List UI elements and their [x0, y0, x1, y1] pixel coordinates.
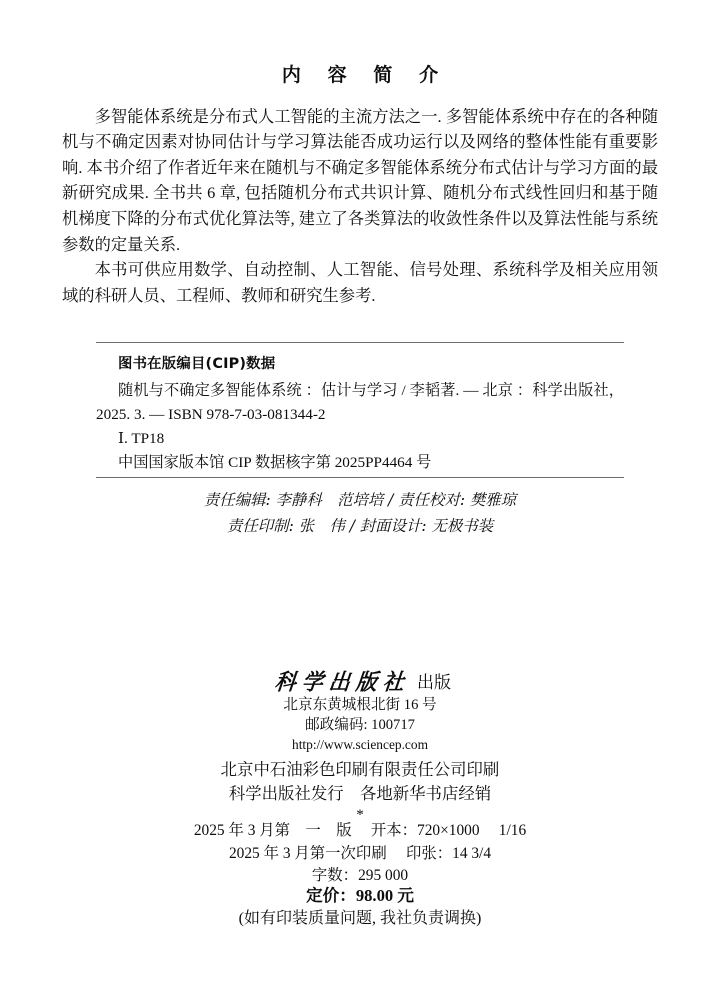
abstract-body [62, 104, 658, 309]
price-block [62, 884, 658, 930]
page-title: 内 容 简 介 [281, 65, 450, 86]
publisher-address: 北京东黄城根北街 16 号 [283, 697, 437, 713]
distribution-block [62, 758, 658, 824]
publisher-website[interactable]: http://www.sciencep.com [292, 737, 428, 753]
cip-divider-bottom [96, 477, 624, 478]
cip-data-block [96, 352, 624, 475]
credits-production-line: 责任印制: 张 伟 / 封面设计: 无极书装 [227, 517, 493, 535]
press-publish-label: 出版 [417, 673, 451, 692]
science-press-logo: 科学出版社 [273, 668, 412, 695]
printer-line: 北京中石油彩色印刷有限责任公司印刷 [220, 760, 500, 779]
cip-title-statement: 随机与不确定多智能体系统 ：估计与学习 / 李韬著. –– 北京 ：科学出版社，2025. 3. –– ISBN 978-7-03-081344-2 [96, 382, 624, 423]
printing-line: 2025 年 3 月第一次印刷 印张：14 3/4 [228, 844, 492, 862]
press-logo-row [62, 662, 658, 695]
asterisk-separator: * [356, 807, 364, 823]
price-line: 定价：98.00 元 [306, 886, 414, 905]
publisher-postcode: 邮政编码: 100717 [305, 716, 415, 733]
distributor-line: 科学出版社发行 各地新华书店经销 [228, 784, 492, 803]
publisher-imprint [62, 662, 658, 755]
abstract-paragraph-1: 多智能体系统是分布式人工智能的主流方法之一. 多智能体系统中存在的各种随机与不确定因素对协同估计与学习算法能否成功运行以及网络的整体性能有重要影响. 本书介绍了作者近年来在随机与不确定多智能体系统分布式估计与学习方面的最新研究成果. 全书共 6 章, 包括随机分布式共识计算、随机分布式线性回归和基于随机梯度下降的分布式优化算法等, 建立了各类算法的收敛性条件以及算法性能与系统参数的定量关系. [62, 106, 658, 254]
edition-line: 2025 年 3 月第 一 版 开本：720×1000 1/16 [193, 822, 527, 839]
staff-credits [62, 487, 658, 539]
wordcount-line: 字数：295 000 [311, 867, 409, 884]
cip-divider-top [96, 342, 624, 343]
abstract-section [62, 64, 658, 308]
cip-heading: 图书在版编目(CIP)数据 [118, 356, 276, 372]
cip-registry-number: 中国国家版本馆 CIP 数据核字第 2025PP4464 号 [118, 454, 432, 471]
cip-classification: Ⅰ. TP18 [118, 430, 165, 447]
quality-notice: (如有印装质量问题, 我社负责调换) [238, 910, 482, 927]
edition-specs-block [62, 820, 658, 888]
credits-editor-line: 责任编辑: 李静科 范培培 / 责任校对: 樊雅琼 [203, 491, 517, 509]
abstract-paragraph-2: 本书可供应用数学、自动控制、人工智能、信号处理、系统科学及相关应用领域的科研人员、工程师、教师和研究生参考. [62, 260, 658, 305]
